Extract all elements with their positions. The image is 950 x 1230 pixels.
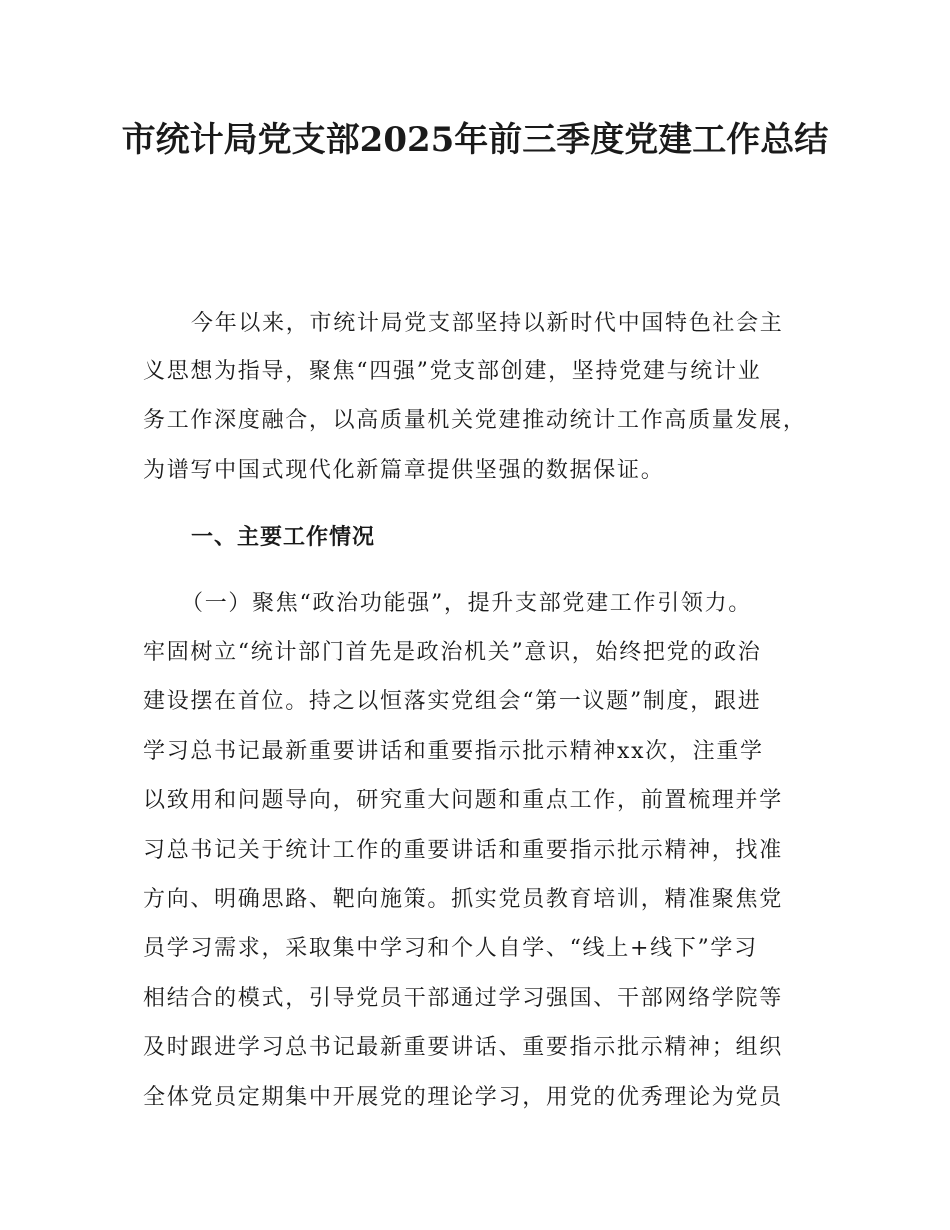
- paragraph-line: 牢固树立“统计部门首先是政治机关”意识，始终把党的政治: [143, 640, 762, 665]
- paragraph-line: 习总书记关于统计工作的重要讲话和重要指示批示精神，找准: [143, 838, 783, 863]
- paragraph-line: 相结合的模式，引导党员干部通过学习强国、干部网络学院等: [143, 986, 783, 1011]
- paragraph-line: 方向、明确思路、靶向施策。抓实党员教育培训，精准聚焦党: [143, 887, 783, 912]
- paragraph-line: 今年以来，市统计局党支部坚持以新时代中国特色社会主: [191, 311, 784, 336]
- paragraph-line: 建设摆在首位。持之以恒落实党组会“第一议题”制度，跟进: [143, 689, 762, 714]
- paragraph-line: 务工作深度融合，以高质量机关党建推动统计工作高质量发展，: [143, 408, 807, 433]
- paragraph-line: 全体党员定期集中开展党的理论学习，用党的优秀理论为党员: [143, 1085, 783, 1110]
- paragraph-line: 为谱写中国式现代化新篇章提供坚强的数据保证。: [143, 458, 665, 483]
- paragraph-line: 员学习需求，采取集中学习和个人自学、“线上+线下”学习: [143, 936, 758, 961]
- paragraph-line: 及时跟进学习总书记最新重要讲话、重要指示批示精神；组织: [143, 1035, 783, 1060]
- paragraph-line: 义思想为指导，聚焦“四强”党支部创建，坚持党建与统计业: [143, 359, 762, 384]
- section-heading: 一、主要工作情况: [191, 525, 376, 550]
- subsection-heading: （一）聚焦“政治功能强”，提升支部党建工作引领力。: [181, 591, 752, 616]
- paragraph-line: 学习总书记最新重要讲话和重要指示批示精神xx次，注重学: [143, 739, 764, 764]
- paragraph-line: 以致用和问题导向，研究重大问题和重点工作，前置梳理并学: [143, 788, 783, 813]
- document-title: 市统计局党支部2025年前三季度党建工作总结: [121, 120, 829, 160]
